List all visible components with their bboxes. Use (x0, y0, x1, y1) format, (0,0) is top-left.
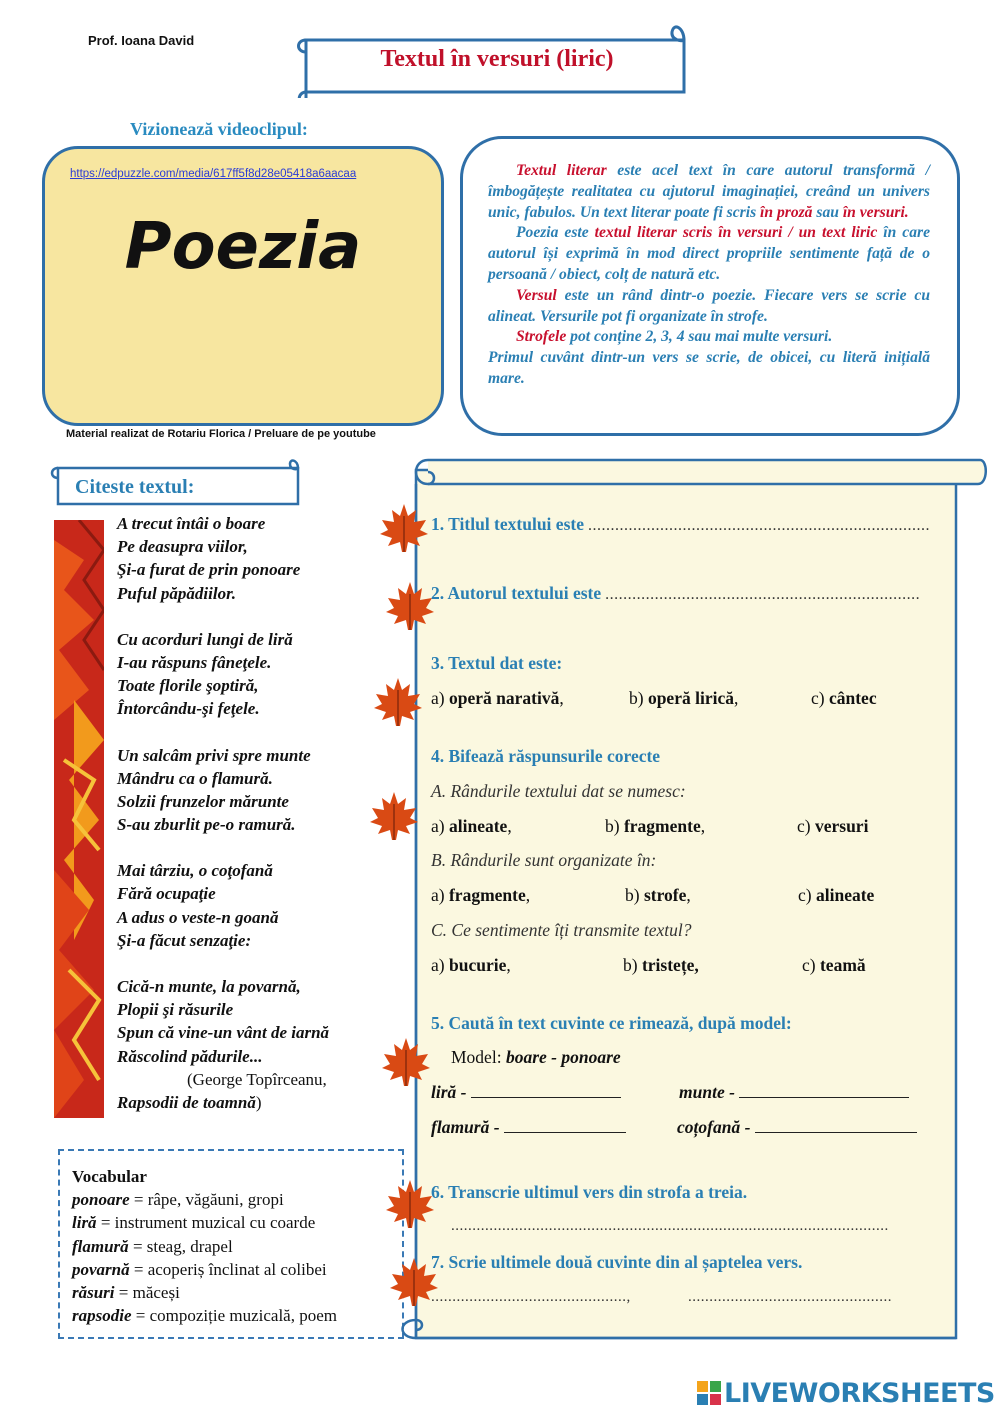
q5-rhyme-lira: liră - (431, 1082, 621, 1103)
poem-stanza (117, 744, 397, 837)
vocabulary-definition: = steag, drapel (128, 1236, 233, 1256)
q4b-option-b[interactable]: b) strofe, (625, 885, 691, 905)
poem-verse: Întorcându-şi feţele. (117, 699, 260, 719)
question-2-label: 2. Autorul textului este (431, 583, 602, 603)
def-in-proza: în proză (760, 203, 813, 221)
vocabulary-definition: = acoperiș înclinat al colibei (129, 1259, 327, 1279)
question-6-answer-field[interactable]: ....................................................................................................... (451, 1218, 889, 1234)
author-name: Prof. Ioana David (88, 33, 195, 48)
q4a-prompt: A. Rândurile textului dat se numesc: (431, 781, 686, 801)
q5-rhyme-munte: munte - (679, 1082, 909, 1103)
q4a-option-a[interactable]: a) alineate, (431, 816, 512, 836)
vocabulary-entry (72, 1235, 392, 1258)
vocabulary-entry (72, 1304, 392, 1327)
poem-verse: Fără ocupaţie (117, 884, 216, 904)
q4c-option-c[interactable]: c) teamă (802, 955, 866, 975)
maple-leaf-icon (372, 676, 424, 728)
vocabulary-definition: = compoziție muzicală, poem (131, 1306, 337, 1326)
maple-leaf-icon (384, 580, 436, 632)
vocabulary-entry (72, 1211, 392, 1234)
maple-leaf-icon (368, 790, 420, 842)
q5-munte-input[interactable] (739, 1084, 909, 1098)
poem-verse: Puful păpădiilor. (117, 583, 237, 603)
vocabulary-box (58, 1149, 404, 1339)
def-p2-body: în care autorul își exprimă în mod direct propriile sentimente față de o persoană / obiect, colț de natură etc. (488, 224, 931, 283)
question-1-answer-field[interactable]: ............................................................................ (587, 517, 930, 534)
poem-verse: Cică-n munte, la povarnă, (117, 977, 301, 996)
q5-flamura-input[interactable] (504, 1119, 626, 1133)
liveworksheets-logo-icon (697, 1381, 721, 1405)
vocabulary-word: răsuri (72, 1283, 115, 1303)
question-2-answer-field[interactable]: ...................................................................... (605, 586, 921, 603)
vocabulary-definition: = măceși (114, 1283, 180, 1303)
vocabulary-word: rapsodie (72, 1306, 132, 1326)
material-credit: Material realizat de Rotariu Florica / Preluare de pe youtube (66, 428, 376, 440)
question-7-answer-field-2[interactable]: ................................................ (688, 1289, 892, 1305)
maple-leaf-icon (378, 502, 430, 554)
poem-stanza (117, 512, 397, 605)
question-2 (431, 583, 920, 604)
def-p1-body: este acel text în care autorul transformă / îmbogățește realitatea cu ajutorul imaginației, creând un univers unic, fabulos. Un text literar poate fi scris (488, 162, 930, 221)
poem-verse: Răscolind pădurile... (117, 1046, 263, 1066)
poem-verse: Şi-a furat de prin ponoare (117, 560, 301, 580)
q4a-option-b[interactable]: b) fragmente, (605, 816, 706, 836)
question-4-label: 4. Bifează răspunsurile corecte (431, 746, 661, 766)
q5-rhyme-flamura: flamură - (431, 1117, 626, 1138)
def-term-textul-literar: Textul literar (516, 162, 607, 179)
poem-verse: A trecut întâi o boare (117, 514, 266, 533)
definition-text (488, 161, 930, 390)
q5-lira-input[interactable] (471, 1084, 621, 1098)
poem-verse: Un salcâm privi spre munte (117, 745, 311, 765)
poem-stanza (117, 859, 397, 952)
maple-leaf-icon (380, 1036, 432, 1088)
question-1 (431, 514, 930, 535)
q5-model: Model: boare - ponoare (451, 1047, 621, 1067)
def-p2-red: textul literar scris în versuri / un text liric (594, 224, 878, 242)
q4b-option-c[interactable]: c) alineate (798, 885, 875, 905)
question-7-label: 7. Scrie ultimele două cuvinte din al șaptelea vers. (431, 1252, 803, 1272)
vocabulary-definition: = râpe, văgăuni, gropi (129, 1190, 284, 1210)
vocabulary-entry (72, 1188, 392, 1211)
poem-source-close: ) (255, 1092, 262, 1112)
def-sau: sau (812, 203, 843, 221)
poem-source-volume (117, 1091, 397, 1114)
q4b-prompt: B. Rândurile sunt organizate în: (431, 850, 657, 870)
def-p3-body: este un rând dintr-o poezie. Fiecare vers se scrie cu alineat. Versurile pot fi organizate în strofe. (488, 286, 930, 325)
poem-verse: Pe deasupra viilor, (117, 537, 248, 557)
q3-option-a[interactable]: a) operă narativă, (431, 688, 564, 708)
vocabulary-word: liră (72, 1213, 97, 1233)
def-p2-start: Poezia este (516, 224, 595, 242)
q4a-option-c[interactable]: c) versuri (797, 816, 869, 836)
read-text-label: Citeste textul: (75, 476, 195, 498)
q5-cotofana-input[interactable] (755, 1119, 917, 1133)
maple-leaf-icon (384, 1178, 436, 1230)
vocabulary-entry (72, 1281, 392, 1304)
video-link[interactable]: https://edpuzzle.com/media/617ff5f8d28e05418a6aacaa (70, 168, 357, 180)
vocabulary-word: flamură (72, 1236, 129, 1256)
poem-stanza (117, 628, 397, 721)
q5-rhyme-cotofana: coțofană - (677, 1117, 917, 1138)
poem-verse: Spun că vine-un vânt de iarnă (117, 1023, 330, 1043)
def-p5: Primul cuvânt dintr-un vers se scrie, de obicei, cu literă inițială mare. (488, 349, 930, 387)
poem-verse: A adus o veste-n goană (117, 907, 279, 927)
poem-volume-title: Rapsodii de toamnă (117, 1092, 256, 1112)
page-title: Textul în versuri (liric) (380, 46, 614, 72)
poem-verse: Plopii şi răsurile (117, 1000, 234, 1020)
vocabulary-word: ponoare (72, 1190, 130, 1210)
q3-option-b[interactable]: b) operă lirică, (629, 688, 739, 708)
q3-option-c[interactable]: c) cântec (811, 688, 877, 708)
def-term-versul: Versul (516, 286, 557, 304)
q4b-option-a[interactable]: a) fragmente, (431, 885, 531, 905)
poem-verse: I-au răspuns fâneţele. (117, 652, 272, 672)
poezia-heading: Poezia (124, 210, 362, 284)
question-5-label: 5. Caută în text cuvinte ce rimează, după model: (431, 1013, 792, 1033)
poem-verse: Toate florile şoptiră, (117, 676, 259, 696)
def-p4-body: pot conține 2, 3, 4 sau mai multe versuri. (566, 328, 833, 346)
q4c-prompt: C. Ce sentimente îți transmite textul? (431, 920, 692, 940)
video-card (42, 146, 444, 426)
autumn-leaves-strip (54, 520, 104, 1118)
poem-verse: Mândru ca o flamură. (117, 768, 273, 788)
vocabulary-title: Vocabular (72, 1167, 147, 1186)
vocabulary-entry (72, 1258, 392, 1281)
question-7-answer-field-1[interactable]: .............................................., (431, 1289, 631, 1305)
question-6-label: 6. Transcrie ultimul vers din strofa a treia. (431, 1182, 748, 1202)
poem-source-author: (George Topîrceanu, (187, 1069, 327, 1089)
poem-verse: Şi-a făcut senzaţie: (117, 930, 252, 950)
q4c-option-b[interactable]: b) tristețe, (623, 955, 699, 975)
poem (117, 512, 397, 1114)
question-1-label: 1. Titlul textului este (431, 514, 584, 534)
poem-verse: Solzii frunzelor mărunte (117, 791, 289, 811)
poem-stanza (117, 975, 397, 1068)
vocabulary-word: povarnă (72, 1259, 130, 1279)
vocabulary-definition: = instrument muzical cu coarde (96, 1213, 316, 1233)
poem-verse: S-au zburlit pe-o ramură. (117, 815, 296, 835)
liveworksheets-logo: LIVEWORKSHEETS (724, 1378, 995, 1409)
q4c-option-a[interactable]: a) bucurie, (431, 955, 511, 975)
video-label: Vizionează videoclipul: (130, 119, 308, 139)
def-in-versuri: în versuri. (842, 203, 909, 221)
poem-verse: Cu acorduri lungi de liră (117, 629, 293, 649)
poem-verse: Mai târziu, o coţofană (117, 861, 273, 881)
question-3-label: 3. Textul dat este: (431, 653, 563, 673)
def-term-strofele: Strofele (516, 328, 567, 346)
